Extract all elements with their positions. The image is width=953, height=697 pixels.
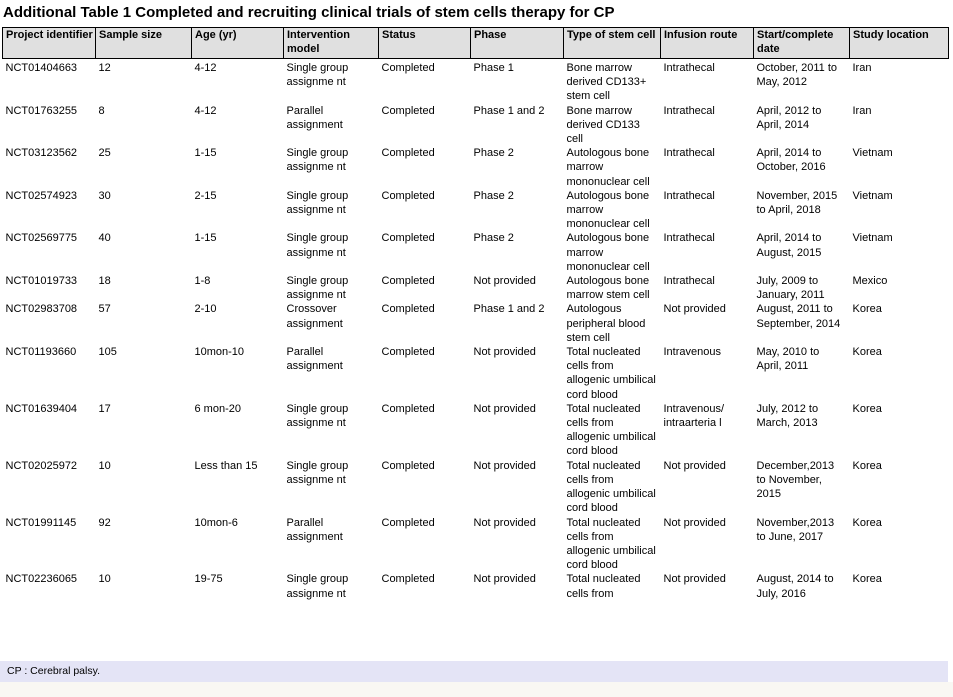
cell: Completed bbox=[381, 62, 435, 74]
page-edge-strip bbox=[0, 682, 953, 697]
table-row bbox=[3, 516, 949, 573]
cell: Vietnam bbox=[852, 232, 893, 245]
cell: Phase 1 and 2 bbox=[473, 104, 545, 117]
cell: 10mon-6 bbox=[194, 516, 238, 529]
cell: 40 bbox=[98, 232, 111, 245]
cell: NCT03123562 bbox=[5, 147, 78, 160]
cell: Completed bbox=[381, 346, 435, 359]
table-row bbox=[3, 274, 949, 302]
table-row bbox=[3, 459, 949, 516]
cell: Completed bbox=[381, 459, 435, 472]
column-header: Start/complete date bbox=[754, 28, 850, 59]
cell: Completed bbox=[381, 232, 435, 245]
table-body bbox=[3, 59, 949, 601]
table-row bbox=[3, 59, 949, 104]
cell: Intrathecal bbox=[663, 232, 715, 245]
cell: Autologous peripheral blood stem cell bbox=[566, 303, 646, 344]
cell: Not provided bbox=[473, 346, 536, 359]
cell: NCT01763255 bbox=[5, 104, 78, 117]
table-row bbox=[3, 302, 949, 345]
cell: Autologous bone marrow mononuclear cell bbox=[566, 189, 650, 231]
cell: NCT02236065 bbox=[5, 573, 78, 586]
cell: Single group assignme nt bbox=[286, 189, 349, 217]
table-row bbox=[3, 402, 949, 459]
cell: Completed bbox=[381, 516, 435, 529]
cell: Autologous bone marrow mononuclear cell bbox=[566, 232, 650, 273]
cell: Less than 15 bbox=[194, 459, 258, 472]
cell: 10 bbox=[98, 459, 111, 472]
cell: 4-12 bbox=[194, 104, 217, 117]
table-row bbox=[3, 104, 949, 147]
column-header: Project identifier bbox=[3, 28, 96, 59]
cell: Autologous bone marrow stem cell bbox=[566, 275, 650, 302]
cell: NCT01639404 bbox=[5, 402, 78, 415]
cell: July, 2012 to March, 2013 bbox=[756, 402, 819, 430]
cell: NCT01019733 bbox=[5, 275, 78, 288]
cell: 10mon-10 bbox=[194, 346, 245, 359]
cell: 18 bbox=[98, 275, 111, 288]
cell: Intrathecal bbox=[663, 147, 715, 160]
cell: Bone marrow derived CD133+ stem cell bbox=[566, 62, 647, 103]
cell: 1-15 bbox=[194, 232, 217, 245]
cell: Total nucleated cells from allogenic umbilical cord blood bbox=[566, 516, 656, 572]
table-row bbox=[3, 231, 949, 274]
cell: NCT02569775 bbox=[5, 232, 78, 245]
cell: NCT01991145 bbox=[5, 516, 77, 529]
table-row bbox=[3, 189, 949, 232]
cell: Completed bbox=[381, 147, 435, 160]
cell: Not provided bbox=[663, 516, 726, 529]
cell: Korea bbox=[852, 573, 882, 586]
cell: 92 bbox=[98, 516, 111, 529]
cell: Vietnam bbox=[852, 147, 893, 160]
cell: Parallel assignment bbox=[286, 104, 343, 131]
cell: 2-15 bbox=[194, 189, 217, 202]
footnote: CP : Cerebral palsy. bbox=[0, 661, 948, 682]
cell: Phase 2 bbox=[473, 232, 514, 245]
cell: NCT02574923 bbox=[5, 189, 78, 202]
column-header: Type of stem cell bbox=[564, 28, 661, 59]
cell: Not provided bbox=[473, 573, 536, 586]
cell: Crossover assignment bbox=[286, 303, 343, 330]
cell: Single group assignme nt bbox=[286, 62, 349, 89]
cell: Autologous bone marrow mononuclear cell bbox=[566, 147, 650, 188]
cell: Total nucleated cells from allogenic umbilical cord blood bbox=[566, 459, 656, 515]
cell: Iran bbox=[852, 62, 872, 74]
cell: 30 bbox=[98, 189, 111, 202]
table-row bbox=[3, 146, 949, 189]
cell: Phase 2 bbox=[473, 189, 514, 202]
cell: Parallel assignment bbox=[286, 346, 343, 373]
cell: Phase 1 bbox=[473, 62, 514, 74]
cell: December,2013 to November, 2015 bbox=[756, 459, 835, 501]
cell: Phase 1 and 2 bbox=[473, 303, 545, 316]
cell: Parallel assignment bbox=[286, 516, 343, 543]
cell: Single group assignme nt bbox=[286, 232, 349, 259]
cell: October, 2011 to May, 2012 bbox=[756, 62, 838, 89]
cell: Total nucleated cells from allogenic umbilical cord blood bbox=[566, 346, 656, 401]
cell: Korea bbox=[852, 459, 882, 472]
cell: Iran bbox=[852, 104, 872, 117]
cell: Not provided bbox=[473, 275, 536, 288]
cell: Completed bbox=[381, 573, 435, 586]
cell: Not provided bbox=[473, 459, 536, 472]
cell: August, 2014 to July, 2016 bbox=[756, 573, 834, 600]
cell: April, 2012 to April, 2014 bbox=[756, 104, 822, 131]
cell: Not provided bbox=[663, 459, 726, 472]
cell: NCT02025972 bbox=[5, 459, 78, 472]
column-header: Phase bbox=[471, 28, 564, 59]
cell: Not provided bbox=[663, 573, 726, 586]
cell: NCT01404663 bbox=[5, 62, 78, 74]
cell: 1-8 bbox=[194, 275, 211, 288]
column-header: Intervention model bbox=[284, 28, 379, 59]
cell: 2-10 bbox=[194, 303, 217, 316]
cell: Completed bbox=[381, 104, 435, 117]
cell: Korea bbox=[852, 516, 882, 529]
table-header-row bbox=[3, 28, 949, 59]
cell: August, 2011 to September, 2014 bbox=[756, 303, 841, 330]
table-row bbox=[3, 345, 949, 402]
cell: 8 bbox=[98, 104, 105, 117]
cell: Korea bbox=[852, 303, 882, 316]
cell: Not provided bbox=[473, 516, 536, 529]
cell: 4-12 bbox=[194, 62, 217, 74]
cell: 25 bbox=[98, 147, 111, 160]
cell: Intrathecal bbox=[663, 189, 715, 202]
cell: Completed bbox=[381, 275, 435, 288]
cell: Bone marrow derived CD133 cell bbox=[566, 104, 640, 146]
cell: 17 bbox=[98, 402, 111, 415]
cell: 6 mon-20 bbox=[194, 402, 241, 415]
cell: November, 2015 to April, 2018 bbox=[756, 189, 838, 217]
cell: Single group assignme nt bbox=[286, 573, 349, 600]
cell: NCT01193660 bbox=[5, 346, 77, 359]
column-header: Infusion route bbox=[661, 28, 754, 59]
cell: NCT02983708 bbox=[5, 303, 78, 316]
cell: April, 2014 to August, 2015 bbox=[756, 232, 822, 259]
cell: Intravenous/ intraarteria l bbox=[663, 402, 725, 430]
cell: Completed bbox=[381, 402, 435, 415]
cell: Single group assignme nt bbox=[286, 459, 349, 486]
cell: Total nucleated cells from bbox=[566, 573, 641, 600]
cell: Intrathecal bbox=[663, 275, 715, 288]
column-header: Status bbox=[379, 28, 471, 59]
cell: 1-15 bbox=[194, 147, 217, 160]
cell: Intrathecal bbox=[663, 62, 715, 74]
cell: Not provided bbox=[663, 303, 726, 316]
cell: Single group assignme nt bbox=[286, 147, 349, 174]
cell: 57 bbox=[98, 303, 111, 316]
cell: Phase 2 bbox=[473, 147, 514, 160]
cell: Completed bbox=[381, 303, 435, 316]
cell: Vietnam bbox=[852, 189, 893, 202]
cell: Korea bbox=[852, 346, 882, 359]
cell: Not provided bbox=[473, 402, 536, 415]
cell: Mexico bbox=[852, 275, 888, 288]
cell: April, 2014 to October, 2016 bbox=[756, 147, 826, 174]
clinical-trials-table bbox=[2, 27, 949, 601]
cell: Completed bbox=[381, 189, 435, 202]
cell: Single group assignme nt bbox=[286, 402, 349, 430]
page-title: Additional Table 1 Completed and recruiting clinical trials of stem cells therapy for CP bbox=[3, 4, 615, 21]
cell: 19-75 bbox=[194, 573, 223, 586]
cell: 10 bbox=[98, 573, 111, 586]
cell: November,2013 to June, 2017 bbox=[756, 516, 835, 543]
table-row bbox=[3, 572, 949, 600]
cell: May, 2010 to April, 2011 bbox=[756, 346, 820, 373]
column-header: Study location bbox=[850, 28, 949, 59]
cell: 12 bbox=[98, 62, 111, 74]
cell: Intravenous bbox=[663, 346, 721, 359]
cell: Single group assignme nt bbox=[286, 275, 349, 302]
cell: July, 2009 to January, 2011 bbox=[756, 275, 825, 302]
cell: Korea bbox=[852, 402, 882, 415]
column-header: Age (yr) bbox=[192, 28, 284, 59]
cell: Total nucleated cells from allogenic umbilical cord blood bbox=[566, 402, 656, 458]
column-header: Sample size bbox=[96, 28, 192, 59]
cell: Intrathecal bbox=[663, 104, 715, 117]
cell: 105 bbox=[98, 346, 117, 359]
